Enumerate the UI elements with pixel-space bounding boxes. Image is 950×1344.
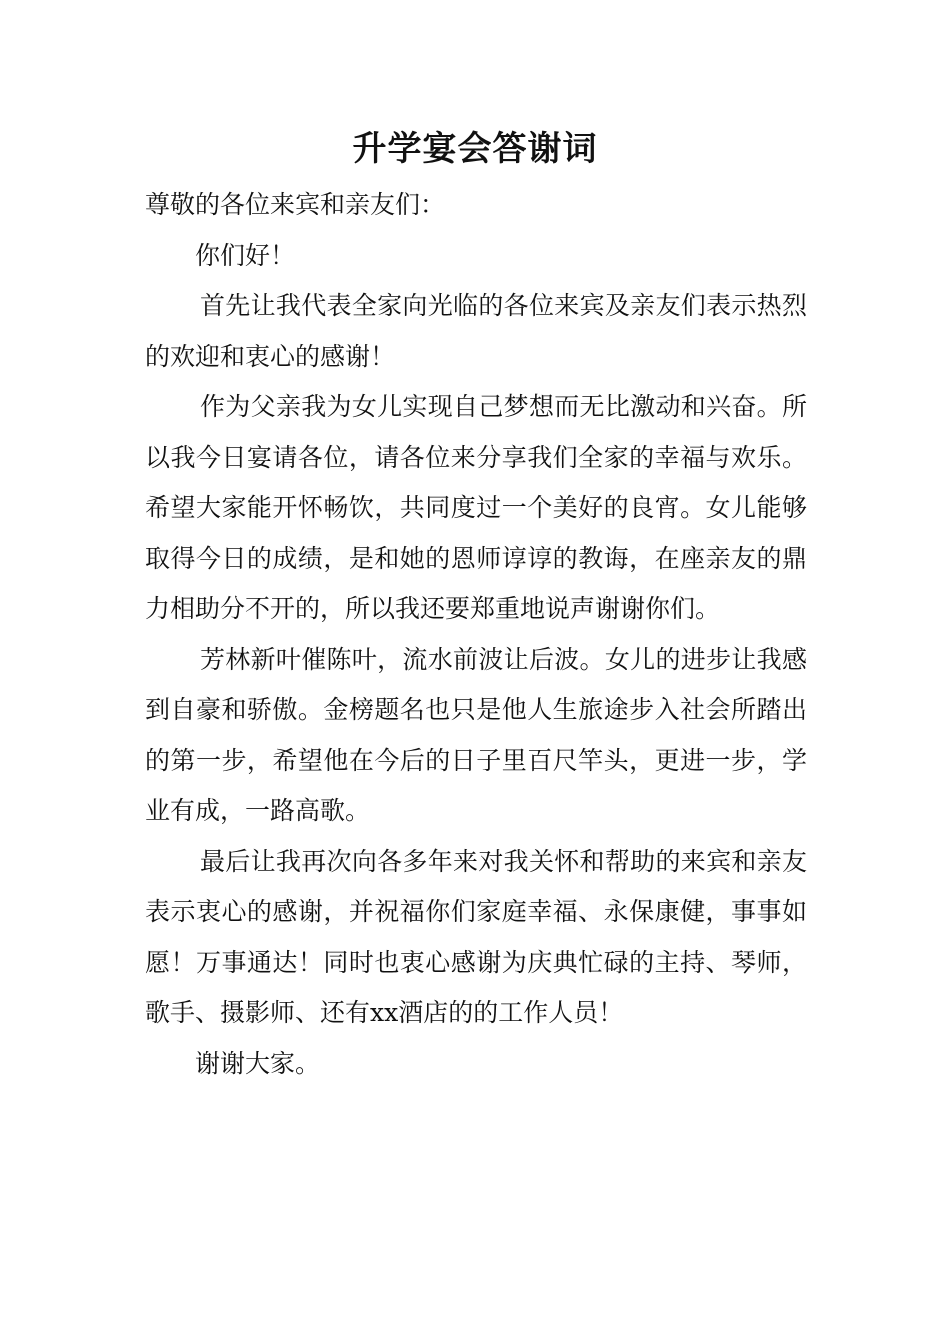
document-body: [145, 180, 807, 1089]
salutation: 尊敬的各位来宾和亲友们：: [145, 190, 446, 219]
paragraph-thanks: 最后让我再次向各多年来对我关怀和帮助的来宾和亲友表示衷心的感谢，并祝福你们家庭幸福、永保康健，事事如愿！万事通达！同时也衷心感谢为庆典忙碌的主持、琴师，歌手、摄影师、还有xx酒店的的工作人员！: [145, 846, 807, 1027]
paragraph-father: 作为父亲我为女儿实现自己梦想而无比激动和兴奋。所以我今日宴请各位，请各位来分享我们全家的幸福与欢乐。希望大家能开怀畅饮，共同度过一个美好的良宵。女儿能够取得今日的成绩，是和她的恩师谆谆的教诲，在座亲友的鼎力相助分不开的，所以我还要郑重地说声谢谢你们。: [145, 392, 807, 623]
greeting: 你们好！: [195, 240, 296, 270]
paragraph-progress: 芳林新叶催陈叶，流水前波让后波。女儿的进步让我感到自豪和骄傲。金榜题名也只是他人生旅途步入社会所踏出的第一步，希望他在今后的日子里百尺竿头，更进一步，学业有成，一路高歌。: [145, 644, 807, 825]
closing: 谢谢大家。: [195, 1048, 321, 1078]
document-title: 升学宴会答谢词: [352, 129, 598, 169]
paragraph-welcome: 首先让我代表全家向光临的各位来宾及亲友们表示热烈的欢迎和衷心的感谢！: [145, 291, 807, 371]
